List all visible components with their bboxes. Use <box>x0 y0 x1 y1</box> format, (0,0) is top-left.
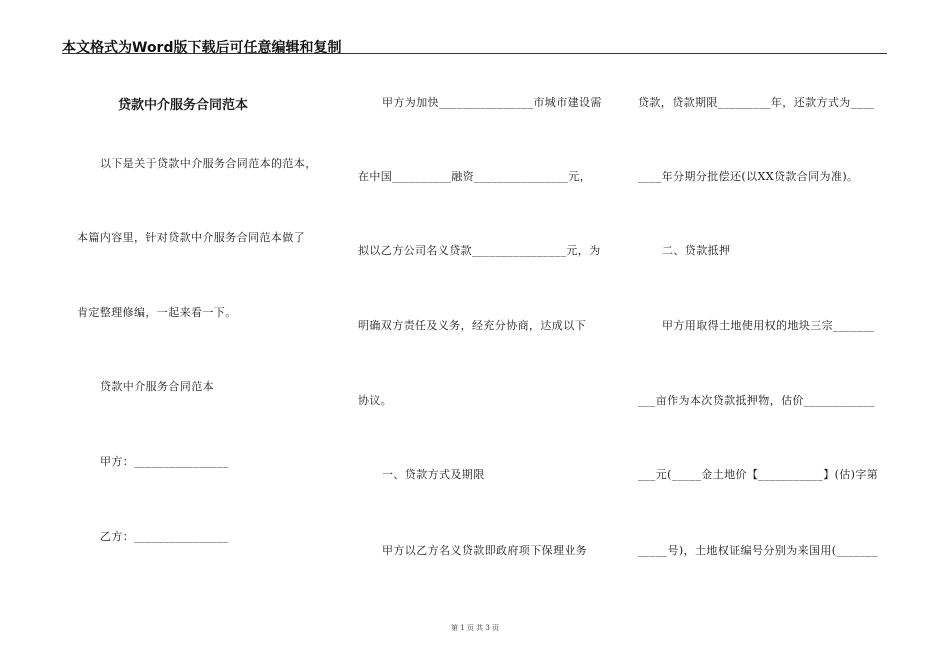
col2-line: 甲方为加快________________市城市建设需 <box>382 96 602 109</box>
col3-line: 甲方用取得土地使用权的地块三宗_______ <box>662 319 875 332</box>
col3-line: ___亩作为本次贷款抵押物，估价____________ <box>638 394 875 407</box>
col2-line: 协议。 <box>358 394 393 407</box>
col3-line: 贷款，贷款期限_________年，还款方式为____ <box>638 96 875 109</box>
col1-line: 甲方：________________ <box>100 455 229 468</box>
col3-line: 二、贷款抵押 <box>662 244 731 257</box>
col3-line: ____年分期分批偿还(以XX贷款合同为准)。 <box>638 170 859 183</box>
col2-line: 在中国__________融资________________元， <box>358 170 592 183</box>
col1-line: 本篇内容里，针对贷款中介服务合同范本做了 <box>77 231 305 244</box>
col2-line: 明确双方责任及义务，经充分协商，达成以下 <box>358 319 586 332</box>
document-title: 贷款中介服务合同范本 <box>118 98 249 113</box>
col3-line: ___元(_____金土地价【___________】(估)字第 <box>638 468 879 481</box>
page-number: 第 1 页 共 3 页 <box>450 624 500 632</box>
col1-line: 贷款中介服务合同范本 <box>100 380 214 393</box>
banner-text: 本文格式为Word版下载后可任意编辑和复制 <box>62 40 342 56</box>
col3-line: _____号)，土地权证编号分别为来国用(_______ <box>638 544 878 557</box>
col2-line: 甲方以乙方名义贷款即政府项下保理业务 <box>382 544 588 557</box>
col1-line: 以下是关于贷款中介服务合同范本的范本， <box>100 157 317 170</box>
col2-line: 拟以乙方公司名义贷款________________元，为 <box>358 244 601 257</box>
banner-divider <box>62 53 887 54</box>
col2-line: 一、贷款方式及期限 <box>382 468 485 481</box>
col1-line: 肯定整理修编，一起来看一下。 <box>77 306 237 319</box>
col1-line: 乙方：________________ <box>100 530 229 543</box>
